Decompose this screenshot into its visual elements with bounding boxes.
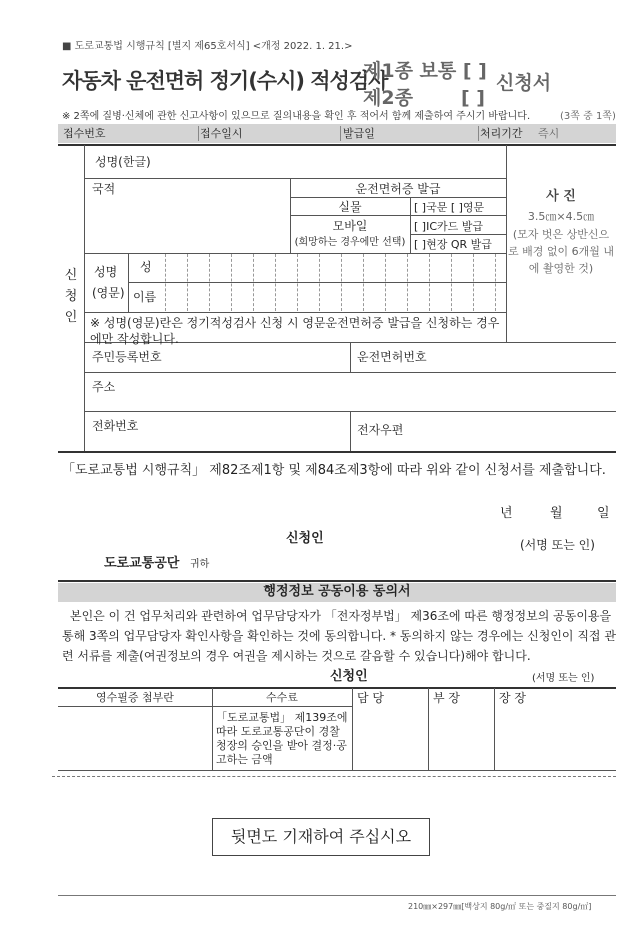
issue-date-label: 발급일 bbox=[343, 127, 375, 140]
section-chief-approval-label: 부 장 bbox=[433, 691, 460, 705]
back-side-notice: 뒷면도 기재하여 주십시오 bbox=[230, 827, 412, 846]
class2-checkbox: [ ] bbox=[461, 87, 485, 109]
processing-time-label: 처리기간 bbox=[480, 127, 523, 140]
back-side-notice-box bbox=[212, 818, 430, 856]
domestic-english-options[interactable]: [ ]국문 [ ]영문 bbox=[414, 201, 485, 214]
consent-body: 본인은 이 건 업무처리와 관련하여 업무담당자가 「전자정부법」 제36조에 따른 행정정보의 공동이용을 통해 3쪽의 업무담당자 확인사항을 확인하는 것에 동의합니다. * 동의하지 않는 경우에는 신청인이 직접 관련 서류를 제출(여권정보의 경우 여권을 제시하는 것으로 갈음할 수 있습니다)해야 합니다. bbox=[62, 609, 616, 663]
photo-box bbox=[508, 190, 614, 277]
applicant-signature-label: 신청인 bbox=[286, 531, 324, 546]
receipt-stamp-label: 영수필증 첨부란 bbox=[96, 691, 174, 704]
receipt-number-label: 접수번호 bbox=[63, 127, 106, 140]
license-number-label: 운전면허번호 bbox=[357, 350, 427, 364]
receipt-bar bbox=[58, 124, 616, 143]
signature-placeholder[interactable]: (서명 또는 인) bbox=[520, 538, 595, 552]
consent-signature-placeholder[interactable]: (서명 또는 인) bbox=[532, 673, 595, 684]
name-korean-label: 성명(한글) bbox=[95, 155, 151, 169]
given-name-label: 이름 bbox=[133, 290, 157, 304]
director-approval-label: 장 장 bbox=[499, 691, 526, 705]
form-title: 자동차 운전면허 정기(수시) 적성검사 bbox=[62, 69, 388, 93]
phone-label: 전화번호 bbox=[92, 419, 139, 433]
consent-title: 행정정보 공동이용 동의서 bbox=[263, 584, 411, 599]
physical-card-label: 실물 bbox=[338, 200, 362, 214]
license-issue-label: 운전면허증 발급 bbox=[355, 182, 441, 196]
receipt-date-label: 접수일시 bbox=[200, 127, 243, 140]
surname-label: 성 bbox=[140, 260, 152, 274]
form-reference: ■ 도로교통법 시행규칙 [별지 제65호서식] <개정 2022. 1. 21.> bbox=[62, 41, 353, 52]
class1-option: 제1종 보통 [ ] bbox=[363, 60, 487, 82]
onsite-qr-option[interactable]: [ ]현장 QR 발급 bbox=[414, 238, 492, 251]
staff-approval-label: 담 당 bbox=[357, 691, 384, 705]
processing-time-value: 즉시 bbox=[538, 127, 560, 140]
declaration-text: 「도로교통법 시행규칙」 제82조제1항 및 제84조제3항에 따라 위와 같이 신청서를 제출합니다. bbox=[62, 463, 606, 478]
page-info: (3쪽 중 1쪽) bbox=[560, 111, 616, 122]
english-name-note: ※ 성명(영문)란은 정기적성검사 신청 시 영문운전면허증 발급을 신청하는 경우에만 작성합니다. bbox=[90, 316, 500, 347]
name-english-sublabel: (영문) bbox=[92, 286, 125, 300]
date-year-label: 년 bbox=[500, 506, 513, 521]
notice-text: ※ 2쪽에 질병·신체에 관한 신고사항이 있으므로 질의내용을 확인 후 적어서 함께 제출하여 주시기 바랍니다. bbox=[62, 111, 531, 122]
consent-applicant-label: 신청인 bbox=[330, 669, 368, 684]
paper-spec: 210㎜×297㎜[백상지 80g/㎡ 또는 중질지 80g/㎡] bbox=[408, 902, 592, 911]
address-label: 주소 bbox=[92, 380, 116, 394]
form-title-suffix: 신청서 bbox=[496, 72, 552, 94]
recipient-name: 도로교통공단 bbox=[104, 556, 180, 571]
date-month-label: 월 bbox=[550, 506, 563, 521]
fee-label: 수수료 bbox=[266, 691, 298, 704]
date-day-label: 일 bbox=[597, 506, 610, 521]
photo-description: (모자 벗은 상반신으로 배경 없이 6개월 내에 촬영한 것) bbox=[508, 228, 614, 275]
applicant-section-label: 신 청 인 bbox=[64, 268, 78, 325]
resident-number-label: 주민등록번호 bbox=[92, 350, 162, 364]
email-label: 전자우편 bbox=[357, 423, 404, 437]
photo-size: 3.5㎝×4.5㎝ bbox=[527, 210, 595, 223]
ic-card-option[interactable]: [ ]IC카드 발급 bbox=[414, 220, 484, 233]
nationality-label: 국적 bbox=[92, 182, 116, 196]
name-english-label: 성명 bbox=[94, 265, 118, 279]
recipient-honorific: 귀하 bbox=[190, 559, 210, 570]
mobile-license-label: 모바일 bbox=[332, 219, 368, 233]
photo-title: 사 진 bbox=[546, 189, 576, 204]
fee-description: 「도로교통법」 제139조에 따라 도로교통공단이 경찰청장의 승인을 받아 결정·공고하는 금액 bbox=[216, 711, 348, 766]
mobile-note: (희망하는 경우에만 선택) bbox=[294, 237, 406, 248]
class2-option: 제2종 bbox=[363, 87, 413, 109]
